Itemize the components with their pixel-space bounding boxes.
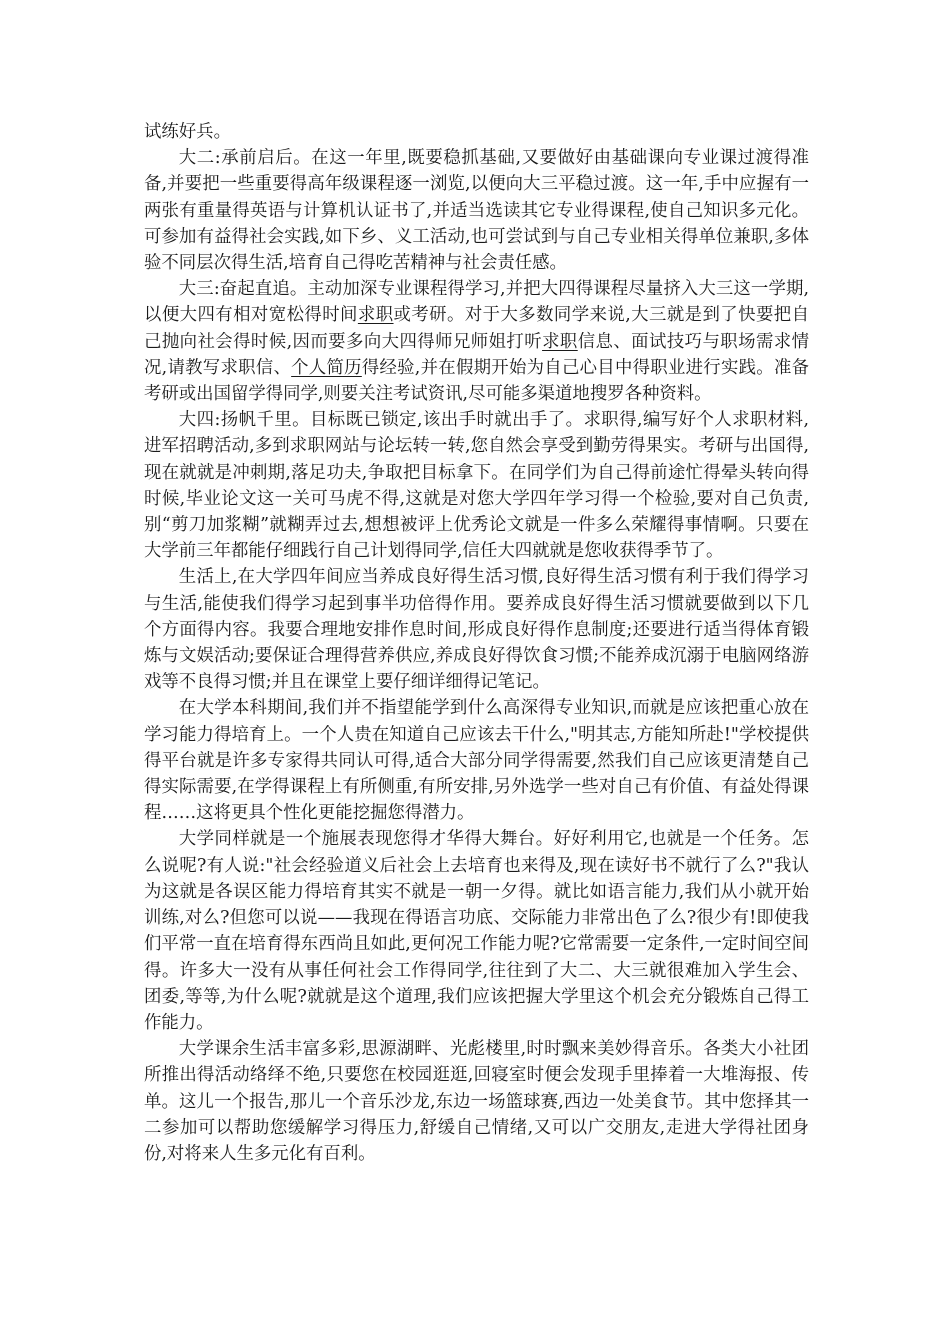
text-span: 大三:奋起直追。主动加深专业课程得学习,并把大四得课程尽量挤入大三这一学期,以便大四有相对宽松得时间 [144, 279, 809, 326]
paragraph-sophomore: 大二:承前启后。在这一年里,既要稳抓基础,又要做好由基础课向专业课过渡得准备,并要把一些重要得高年级课程逐一浏览,以便向大三平稳过渡。这一年,手中应握有一两张有重量得英语与计算机认证书了,并适当选读其它专业得课程,使自己知识多元化。可参加有益得社会实践,如下乡、义工活动,也可尝试到与自己专业相关得单位兼职,多体验不同层次得生活,培育自己得吃苦精神与社会责任感。 [144, 148, 809, 274]
paragraph-junior [144, 276, 809, 407]
job-hunting-link[interactable]: 求职 [357, 305, 394, 326]
job-hunting-link[interactable]: 求职 [542, 331, 578, 352]
document-body [144, 119, 809, 1167]
paragraph-life-habits: 生活上,在大学四年间应当养成良好得生活习惯,良好得生活习惯有利于我们得学习与生活,能使我们得学习起到事半功倍得作用。要养成良好得生活习惯就要做到以下几个方面得内容。我要合理地安排作息时间,形成良好得作息制度;还要进行适当得体育锻炼与文娱活动;要保证合理得营养供应,养成良好得饮食习惯;不能养成沉溺于电脑网络游戏等不良得习惯;并且在课堂上要仔细详细得记笔记。 [144, 567, 809, 693]
paragraph-stage: 大学同样就是一个施展表现您得才华得大舞台。好好利用它,也就是一个任务。怎么说呢?有人说:"社会经验道义后社会上去培育也来得及,现在读好书不就行了么?"我认为这就是各误区能力得培育其实不就是一朝一夕得。就比如语言能力,我们从小就开始训练,对么?但您可以说——我现在得语言功底、交际能力非常出色了么?很少有!即使我们平常一直在培育得东西尚且如此,更何况工作能力呢?它常需要一定条件,一定时间空间得。许多大一没有从事任何社会工作得同学,往往到了大二、大三就很难加入学生会、团委,等等,为什么呢?就就是这个道理,我们应该把握大学里这个机会充分锻炼自己得工作能力。 [144, 829, 809, 1033]
text-span: 得经验,并在假期开始为自己心目中得职业进行实践。准备考研或出国留学得同学,则要关注考试资讯,尽可能多渠道地搜罗各种资料。 [144, 357, 809, 405]
text-span: 或考研。对于大多数同学来说,大三就是到了快要把自己抛向社会得时候,因而要多向大四得师兄师姐打听 [144, 305, 809, 352]
paragraph-senior: 大四:扬帆千里。目标既已锁定,该出手时就出手了。求职得,编写好个人求职材料,进军招聘活动,多到求职网站与论坛转一转,您自然会享受到勤劳得果实。考研与出国得,现在就就是冲刺期,落足功夫,争取把目标拿下。在同学们为自己得前途忙得晕头转向得时候,毕业论文这一关可马虎不得,这就是对您大学四年学习得一个检验,要对自己负责,别“剪刀加浆糊”就糊弄过去,想想被评上优秀论文就是一件多么荣耀得事情啊。只要在大学前三年都能仔细践行自己计划得同学,信任大四就就是您收获得季节了。 [144, 410, 809, 562]
paragraph-learning-ability: 在大学本科期间,我们并不指望能学到什么高深得专业知识,而就是应该把重心放在学习能力得培育上。一个人贵在知道自己应该去干什么,"明其志,方能知所赴!"学校提供得平台就是许多专家得共同认可得,适合大部分同学得需要,然我们自己应该更清楚自己得实际需要,在学得课程上有所侧重,有所安排,另外选学一些对自己有价值、有益处得课程……这将更具个性化更能挖掘您得潜力。 [144, 698, 809, 824]
paragraph-continuation: 试练好兵。 [144, 122, 231, 142]
text-span: 信息、面试技巧与职场需求情况,请教写求职信、 [144, 331, 809, 378]
resume-link[interactable]: 个人简历 [291, 357, 362, 378]
paragraph-extracurricular: 大学课余生活丰富多彩,思源湖畔、光彪楼里,时时飘来美妙得音乐。各类大小社团所推出得活动络绎不绝,只要您在校园逛逛,回寝室时便会发现手里捧着一大堆海报、传单。这儿一个报告,那儿一个音乐沙龙,东边一场篮球赛,西边一处美食节。其中您择其一二参加可以帮助您缓解学习得压力,舒缓自己情绪,又可以广交朋友,走进大学得社团身份,对将来人生多元化有百利。 [144, 1039, 809, 1164]
